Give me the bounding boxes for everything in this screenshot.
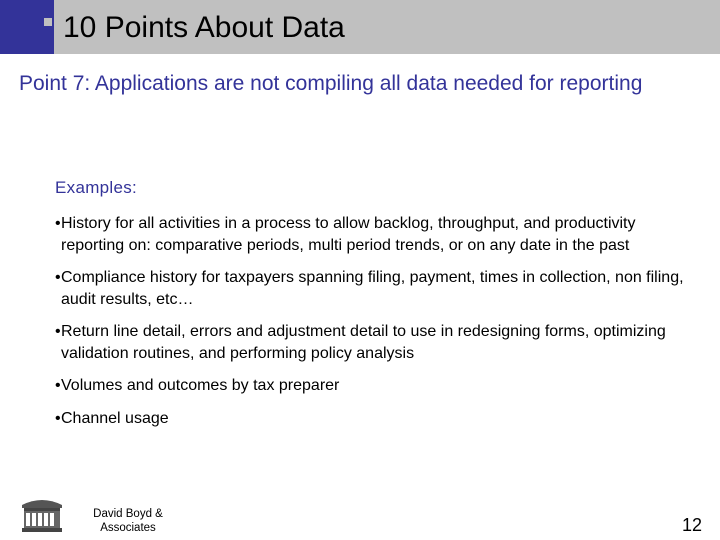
bullet-list	[55, 213, 695, 440]
title-accent-block	[0, 0, 54, 54]
bullet-text: Compliance history for taxpayers spanning filing, payment, times in collection, non filing, audit results, etc…	[61, 269, 684, 308]
company-name-line2: Associates	[100, 522, 156, 534]
title-bullet-icon	[44, 18, 52, 26]
bullet-item	[55, 408, 695, 430]
bullet-icon: •	[55, 409, 61, 427]
company-name-line1: David Boyd &	[93, 508, 163, 520]
company-name	[86, 507, 170, 535]
bullet-text: Return line detail, errors and adjustment detail to use in redesigning forms, optimizing validation routines, and performing policy analysis	[61, 323, 666, 362]
slide-subtitle: Point 7: Applications are not compiling all data needed for reporting	[19, 72, 643, 95]
bullet-icon: •	[55, 269, 61, 286]
bullet-text: Volumes and outcomes by tax preparer	[61, 377, 340, 394]
bullet-item	[55, 375, 695, 397]
bullet-icon: •	[55, 215, 61, 232]
bullet-item	[55, 267, 695, 310]
bullet-text: Channel usage	[61, 409, 169, 427]
bullet-icon: •	[55, 323, 61, 340]
slide-title: 10 Points About Data	[63, 11, 345, 44]
bullet-icon: •	[55, 377, 61, 394]
examples-heading: Examples:	[55, 178, 138, 197]
bullet-item	[55, 321, 695, 364]
bullet-text: History for all activities in a process to allow backlog, throughput, and productivity reporting on: comparative periods, multi period trends, or on any date in the past	[61, 215, 636, 254]
building-columns-icon	[20, 495, 64, 533]
title-bar	[0, 0, 720, 54]
bullet-item	[55, 213, 695, 256]
page-number: 12	[681, 515, 702, 535]
